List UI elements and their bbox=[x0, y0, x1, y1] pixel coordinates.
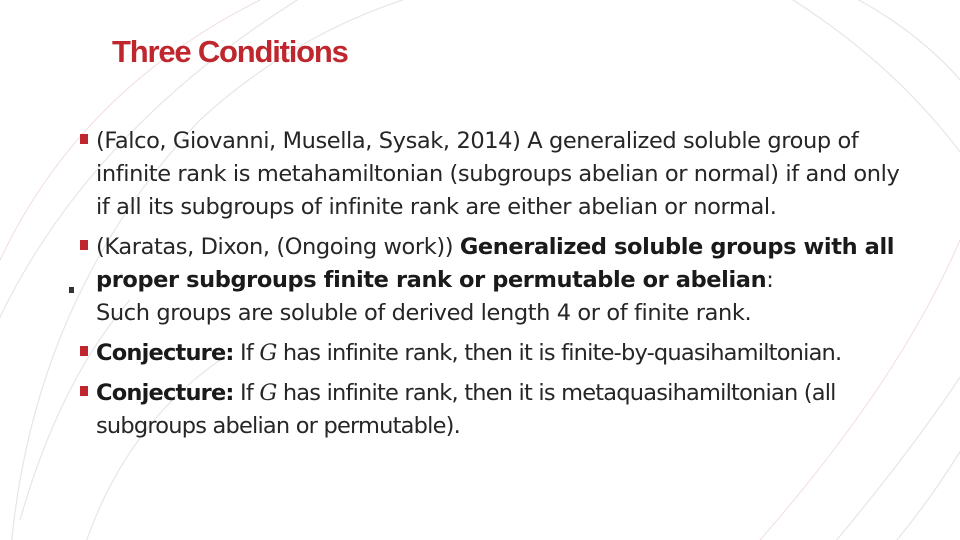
bullet-item bbox=[80, 231, 910, 330]
bullet-text bbox=[96, 231, 910, 330]
slide-title: Three Conditions bbox=[112, 34, 348, 69]
bullet-marker bbox=[80, 346, 88, 356]
math-variable: G bbox=[259, 380, 277, 406]
citation-text: (Karatas, Dixon, (Ongoing work)) bbox=[96, 234, 460, 260]
bullet-list bbox=[80, 125, 910, 450]
conjecture-text: has infinite rank, then it is finite-by-quasihamiltonian. bbox=[276, 340, 842, 366]
conjecture-label: Conjecture: bbox=[96, 380, 234, 406]
bullet-item bbox=[80, 377, 910, 443]
bullet-text: (Falco, Giovanni, Musella, Sysak, 2014) A generalized soluble group of infinite rank is metahamiltonian (subgroups abelian or normal) if and only if all its subgroups of infinite rank are either abelian or normal. bbox=[96, 128, 900, 220]
stray-bullet-dot bbox=[69, 287, 74, 293]
math-variable: G bbox=[259, 340, 277, 366]
bullet-item bbox=[80, 337, 910, 370]
conjecture-label: Conjecture: bbox=[96, 340, 234, 366]
bullet-marker bbox=[80, 240, 88, 250]
bullet-text bbox=[96, 337, 910, 370]
bullet-text bbox=[96, 377, 910, 443]
if-word: If bbox=[233, 340, 260, 366]
bold-statement: Generalized soluble groups with all proper subgroups finite rank or permutable or abelian bbox=[96, 234, 895, 293]
if-word: If bbox=[233, 380, 260, 406]
colon: : bbox=[766, 267, 774, 293]
result-text: Such groups are soluble of derived length 4 or of finite rank. bbox=[96, 300, 752, 326]
bullet-marker bbox=[80, 134, 88, 144]
bullet-item bbox=[80, 125, 910, 224]
bullet-marker bbox=[80, 386, 88, 396]
conjecture-text: has infinite rank, then it is metaquasihamiltonian (all subgroups abelian or permutable). bbox=[96, 380, 836, 439]
